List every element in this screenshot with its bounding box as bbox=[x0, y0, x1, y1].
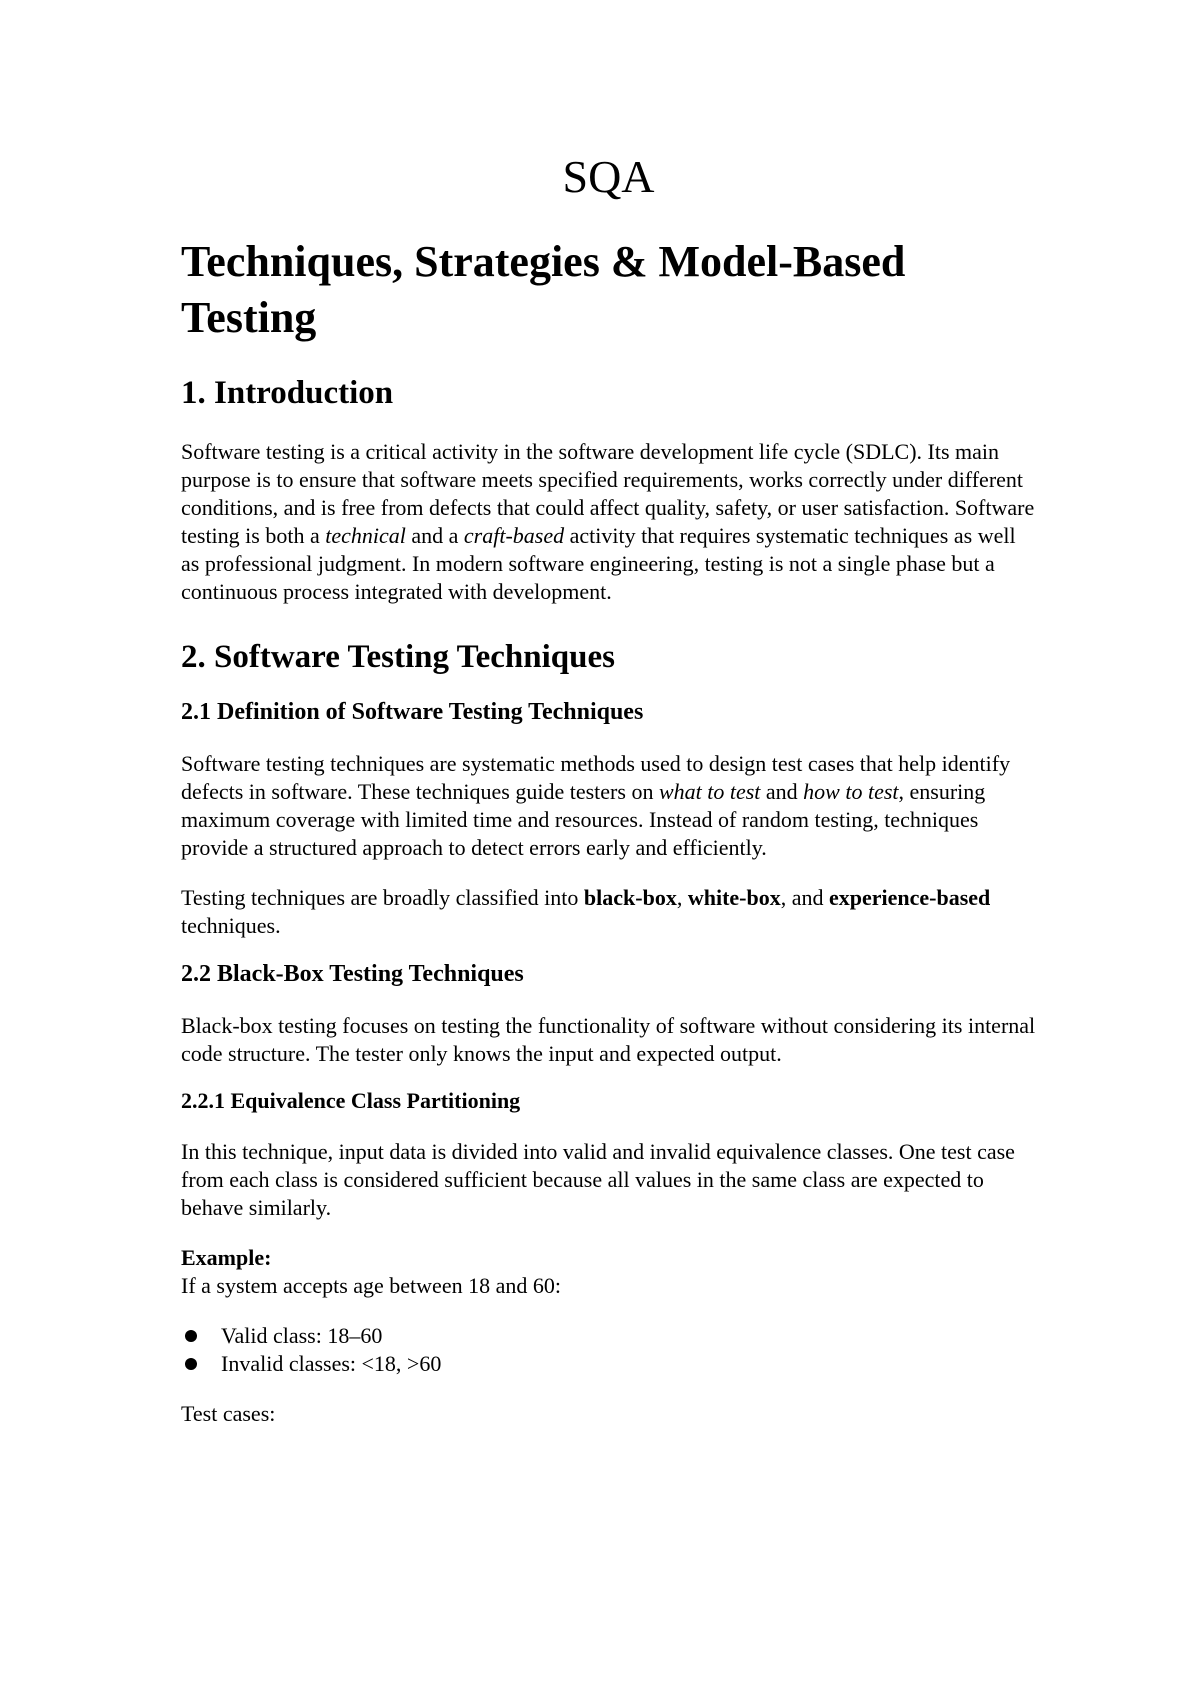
document-content bbox=[181, 150, 1036, 1428]
example-text: If a system accepts age between 18 and 60: bbox=[181, 1273, 561, 1298]
bullet-icon bbox=[185, 1358, 197, 1370]
blackbox-heading: 2.2 Black-Box Testing Techniques bbox=[181, 961, 524, 987]
test-cases-label: Test cases: bbox=[181, 1401, 276, 1426]
introduction-heading: 1. Introduction bbox=[181, 375, 394, 411]
list-item: Valid class: 18–60 bbox=[181, 1322, 1036, 1350]
example-block bbox=[181, 1244, 1036, 1300]
equivalence-class-list bbox=[181, 1322, 1036, 1378]
emphasis-craft-based: craft-based bbox=[463, 523, 565, 548]
emphasis-how-to-test: how to test bbox=[803, 779, 899, 804]
section-testing-techniques bbox=[181, 636, 1036, 1428]
example-label: Example: bbox=[181, 1245, 272, 1270]
definition-paragraph: Software testing techniques are systematic methods used to design test cases that help identify defects in software. These techniques guide testers on what to test and how to test, ensuring maximum coverage with limited time and resources. Instead of random testing, techniques provide a structured approach to detect errors early and efficiently. bbox=[181, 751, 1011, 860]
term-black-box: black-box bbox=[583, 885, 677, 910]
term-white-box: white-box bbox=[687, 885, 781, 910]
definition-heading: 2.1 Definition of Software Testing Techniques bbox=[181, 699, 644, 725]
term-experience-based: experience-based bbox=[828, 885, 991, 910]
ecp-paragraph: In this technique, input data is divided into valid and invalid equivalence classes. One test case from each class is considered sufficient because all values in the same class are expected to behave similarly. bbox=[181, 1139, 1015, 1220]
document-subtitle: Techniques, Strategies & Model-Based Testing bbox=[181, 237, 906, 342]
ecp-heading: 2.2.1 Equivalence Class Partitioning bbox=[181, 1088, 521, 1113]
classification-paragraph: Testing techniques are broadly classified into black-box, white-box, and experience-based techniques. bbox=[181, 885, 991, 938]
emphasis-what-to-test: what to test bbox=[658, 779, 761, 804]
document-title: SQA bbox=[562, 151, 655, 202]
emphasis-technical: technical bbox=[325, 523, 406, 548]
list-item: Invalid classes: <18, >60 bbox=[181, 1350, 1036, 1378]
introduction-paragraph: Software testing is a critical activity in the software development life cycle (SDLC). Its main purpose is to ensure that software meets specified requirements, works correctly under different conditions, and is free from defects that could affect quality, safety, or user satisfaction. Software testing is both a technical and a craft-based activity that requires systematic techniques as well as professional judgment. In modern software engineering, testing is not a single phase but a continuous process integrated with development. bbox=[181, 439, 1035, 604]
bullet-icon bbox=[185, 1330, 197, 1342]
blackbox-paragraph: Black-box testing focuses on testing the functionality of software without considering its internal code structure. The tester only knows the input and expected output. bbox=[181, 1013, 1036, 1066]
section-introduction bbox=[181, 372, 1036, 606]
techniques-heading: 2. Software Testing Techniques bbox=[181, 639, 615, 675]
